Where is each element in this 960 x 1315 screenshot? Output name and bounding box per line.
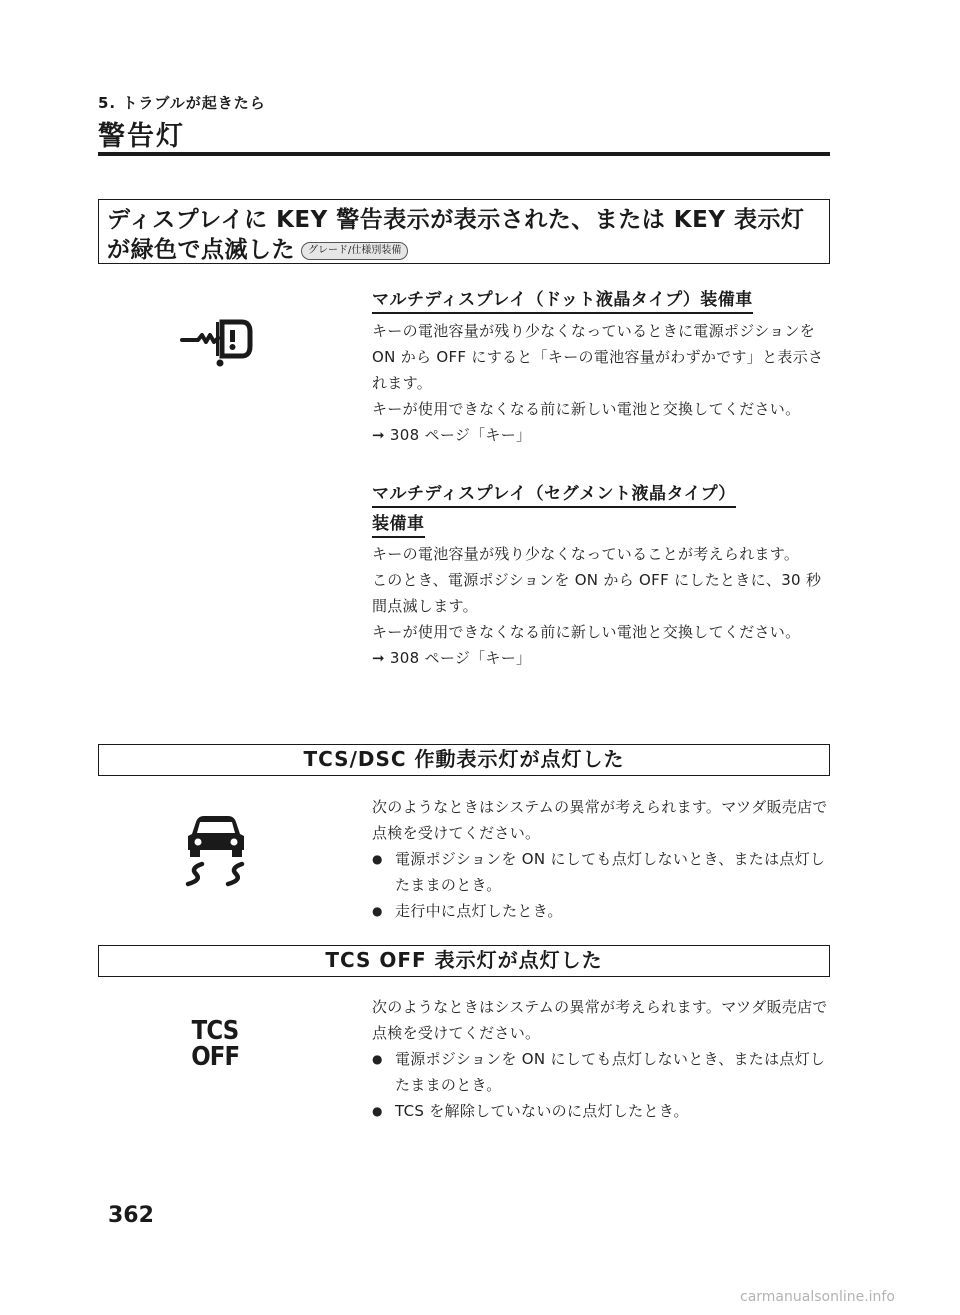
grade-badge: グレード/仕様別装備 — [301, 242, 408, 260]
dot-page-ref[interactable]: ➞ 308 ページ「キー」 — [372, 426, 532, 444]
tcs-off-body — [372, 994, 830, 1124]
tcs-dsc-intro: 次のようなときはシステムの異常が考えられます。マツダ販売店で点検を受けてください。 — [372, 798, 828, 842]
tcs-dsc-bullet-1: ● 電源ポジションを ON にしても点灯しないとき、または点灯したままのとき。 — [372, 846, 830, 898]
key-battery-warning-icon — [178, 312, 258, 368]
tcs-off-bullet-1: ● 電源ポジションを ON にしても点灯しないとき、または点灯したままのとき。 — [372, 1046, 830, 1098]
dot-para-1: キーの電池容量が残り少なくなっているときに電源ポジションを ON から OFF にすると「キーの電池容量がわずかです」と表示されます。 — [372, 322, 824, 392]
title-rule — [98, 152, 830, 156]
tcs-off-section-heading: TCS OFF 表示灯が点灯した — [98, 945, 830, 977]
tcs-off-icon-line1: TCS — [191, 1016, 239, 1046]
tcs-off-icon-line2: OFF — [191, 1042, 240, 1072]
segment-subtitle-line2: 装備車 — [372, 514, 425, 538]
watermark: carmanualsonline.info — [740, 1289, 895, 1305]
tcs-dsc-section-heading: TCS/DSC 作動表示灯が点灯した — [98, 744, 830, 776]
key-section-heading — [98, 199, 830, 264]
tcs-dsc-bullet-2: ● 走行中に点灯したとき。 — [372, 898, 830, 924]
seg-para-1: キーの電池容量が残り少なくなっていることが考えられます。 — [372, 545, 800, 563]
dot-para-2: キーが使用できなくなる前に新しい電池と交換してください。 — [372, 400, 801, 418]
page-number: 362 — [108, 1203, 154, 1228]
tcs-off-icon — [191, 1018, 239, 1070]
tcs-dsc-body — [372, 794, 830, 924]
segment-subtitle-line1: マルチディスプレイ（セグメント液晶タイプ） — [372, 484, 736, 508]
key-heading-line1: ディスプレイに KEY 警告表示が表示された、または KEY 表示灯 — [107, 207, 805, 233]
dot-display-subtitle-text: マルチディスプレイ（ドット液晶タイプ）装備車 — [372, 290, 753, 314]
seg-para-2: このとき、電源ポジションを ON から OFF にしたときに、30 秒間点滅します。 — [372, 571, 822, 615]
seg-page-ref[interactable]: ➞ 308 ページ「キー」 — [372, 649, 532, 667]
dot-display-subtitle — [372, 286, 753, 314]
page-title: 警告灯 — [98, 121, 185, 152]
key-heading-line2-wrap — [107, 235, 821, 265]
key-heading-line2: が緑色で点滅した — [107, 237, 295, 263]
skidding-car-icon — [180, 812, 252, 888]
tcs-off-intro: 次のようなときはシステムの異常が考えられます。マツダ販売店で点検を受けてください。 — [372, 998, 828, 1042]
dot-display-body — [372, 318, 830, 448]
segment-display-body — [372, 541, 830, 671]
tcs-off-bullet-2: ● TCS を解除していないのに点灯したとき。 — [372, 1098, 830, 1124]
segment-display-subtitle — [372, 480, 736, 538]
chapter-label: 5. トラブルが起きたら — [98, 94, 266, 112]
seg-para-3: キーが使用できなくなる前に新しい電池と交換してください。 — [372, 623, 801, 641]
